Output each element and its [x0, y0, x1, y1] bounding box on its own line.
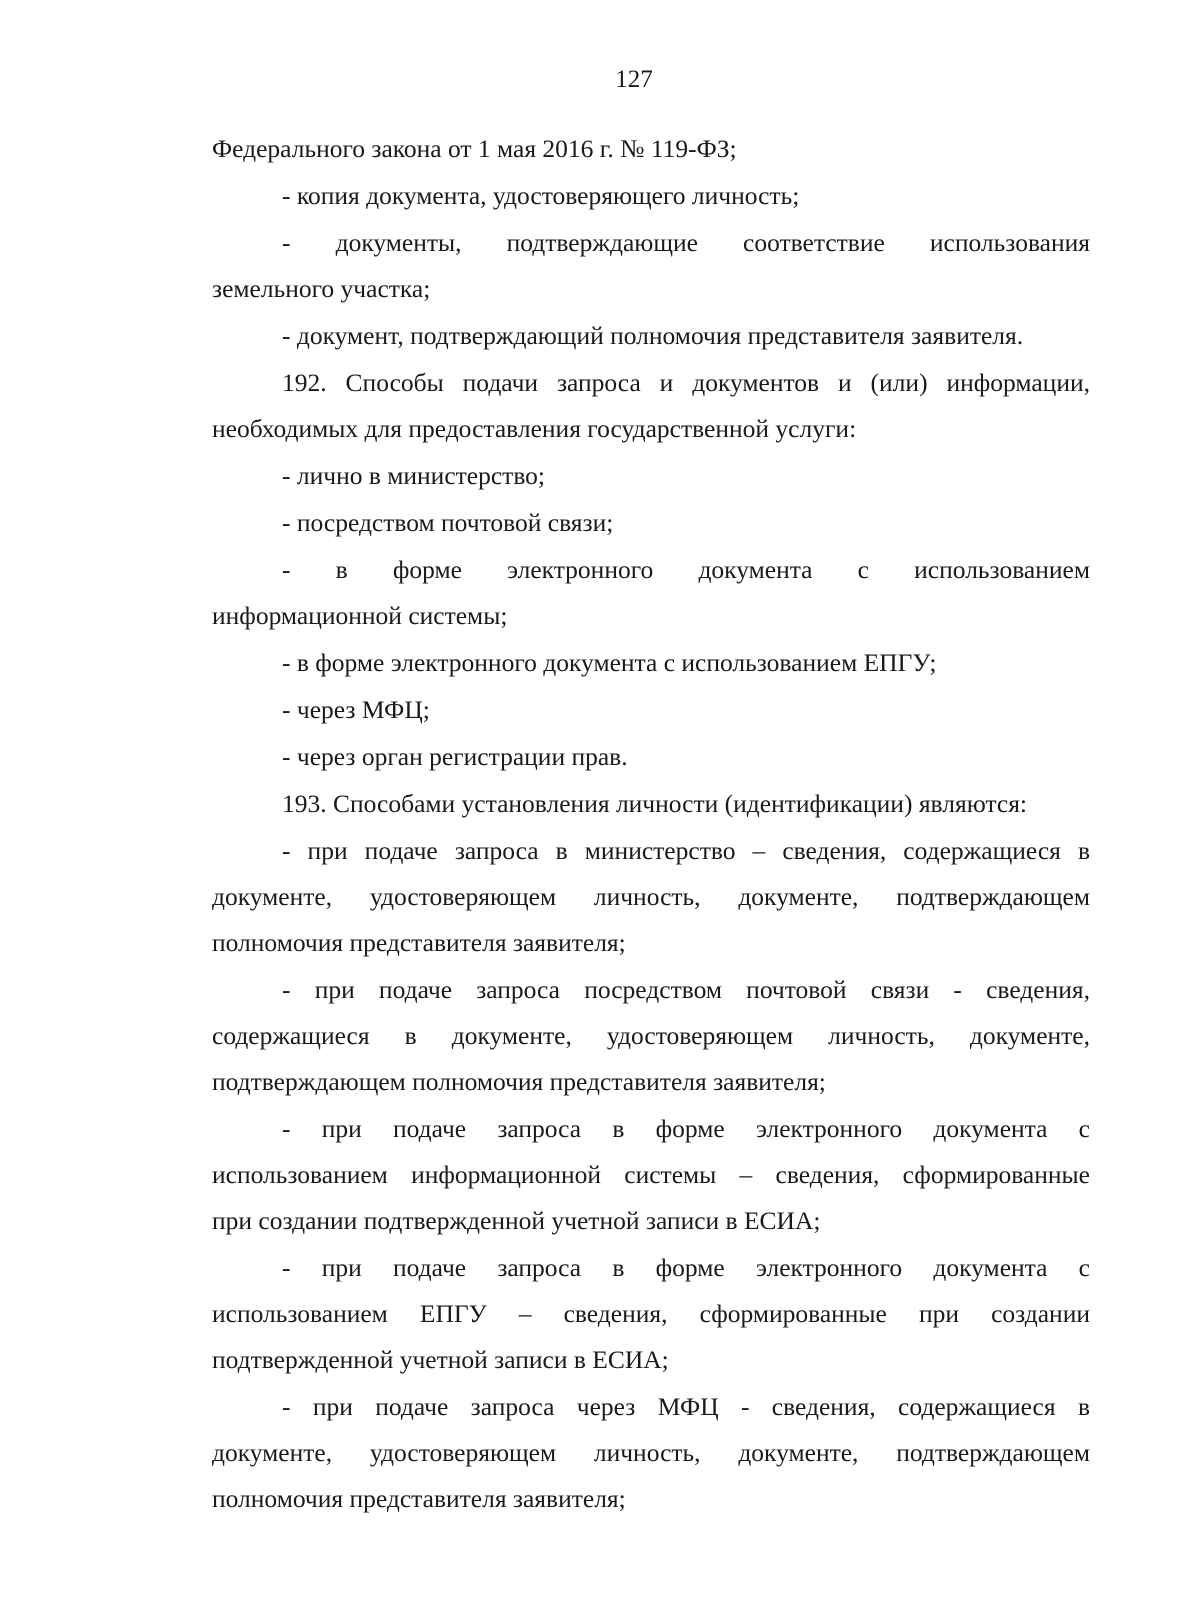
paragraph-line: - копия документа, удостоверяющего личность; [282, 181, 800, 210]
paragraph [212, 640, 1090, 686]
page-number: 127 [615, 66, 653, 93]
paragraph-line: полномочия представителя заявителя; [212, 1484, 626, 1513]
paragraph-line: - при подаче запроса через МФЦ - сведения, содержащиеся в [282, 1392, 1090, 1421]
paragraph [212, 1245, 1090, 1383]
paragraph [212, 1106, 1090, 1244]
document-body [212, 126, 1090, 1523]
paragraph-line: - при подаче запроса в форме электронного документа с [282, 1114, 1090, 1143]
paragraph-line: при создании подтвержденной учетной записи в ЕСИА; [212, 1206, 821, 1235]
paragraph-line: 193. Способами установления личности (идентификации) являются: [282, 789, 1028, 818]
paragraph [212, 360, 1090, 452]
paragraph [212, 781, 1090, 827]
paragraph-line: документе, удостоверяющем личность, документе, подтверждающем [212, 1438, 1090, 1467]
paragraph [212, 453, 1090, 499]
paragraph-line: 192. Способы подачи запроса и документов и (или) информации, [282, 368, 1090, 397]
paragraph-line: земельного участка; [212, 274, 431, 303]
paragraph [212, 687, 1090, 733]
paragraph-line: - при подаче запроса в форме электронного документа с [282, 1253, 1090, 1282]
paragraph-line: - в форме электронного документа с использованием [282, 555, 1090, 584]
paragraph-line: - в форме электронного документа с использованием ЕПГУ; [282, 648, 937, 677]
paragraph [212, 126, 1090, 172]
paragraph [212, 967, 1090, 1105]
paragraph-line: полномочия представителя заявителя; [212, 928, 626, 957]
paragraph [212, 828, 1090, 966]
paragraph [212, 547, 1090, 639]
paragraph-line: Федерального закона от 1 мая 2016 г. № 119-ФЗ; [212, 134, 737, 163]
paragraph-line: информационной системы; [212, 601, 508, 630]
paragraph [212, 220, 1090, 312]
paragraph-line: - при подаче запроса посредством почтовой связи - сведения, [282, 975, 1090, 1004]
paragraph [212, 734, 1090, 780]
paragraph-line: - документ, подтверждающий полномочия представителя заявителя. [282, 321, 1024, 350]
paragraph-line: использованием ЕПГУ – сведения, сформированные при создании [212, 1299, 1090, 1328]
paragraph [212, 500, 1090, 546]
paragraph-line: - через орган регистрации прав. [282, 742, 628, 771]
paragraph-line: - документы, подтверждающие соответствие использования [282, 228, 1090, 257]
paragraph-line: использованием информационной системы – сведения, сформированные [212, 1160, 1090, 1189]
paragraph [212, 313, 1090, 359]
paragraph-line: - при подаче запроса в министерство – сведения, содержащиеся в [282, 836, 1090, 865]
paragraph-line: - через МФЦ; [282, 695, 430, 724]
paragraph-line: подтвержденной учетной записи в ЕСИА; [212, 1345, 669, 1374]
paragraph-line: необходимых для предоставления государственной услуги: [212, 414, 857, 443]
paragraph-line: содержащиеся в документе, удостоверяющем личность, документе, [212, 1021, 1090, 1050]
paragraph [212, 1384, 1090, 1522]
paragraph-line: - лично в министерство; [282, 461, 546, 490]
paragraph-line: - посредством почтовой связи; [282, 508, 614, 537]
paragraph-line: подтверждающем полномочия представителя заявителя; [212, 1067, 826, 1096]
paragraph-line: документе, удостоверяющем личность, документе, подтверждающем [212, 882, 1090, 911]
paragraph [212, 173, 1090, 219]
